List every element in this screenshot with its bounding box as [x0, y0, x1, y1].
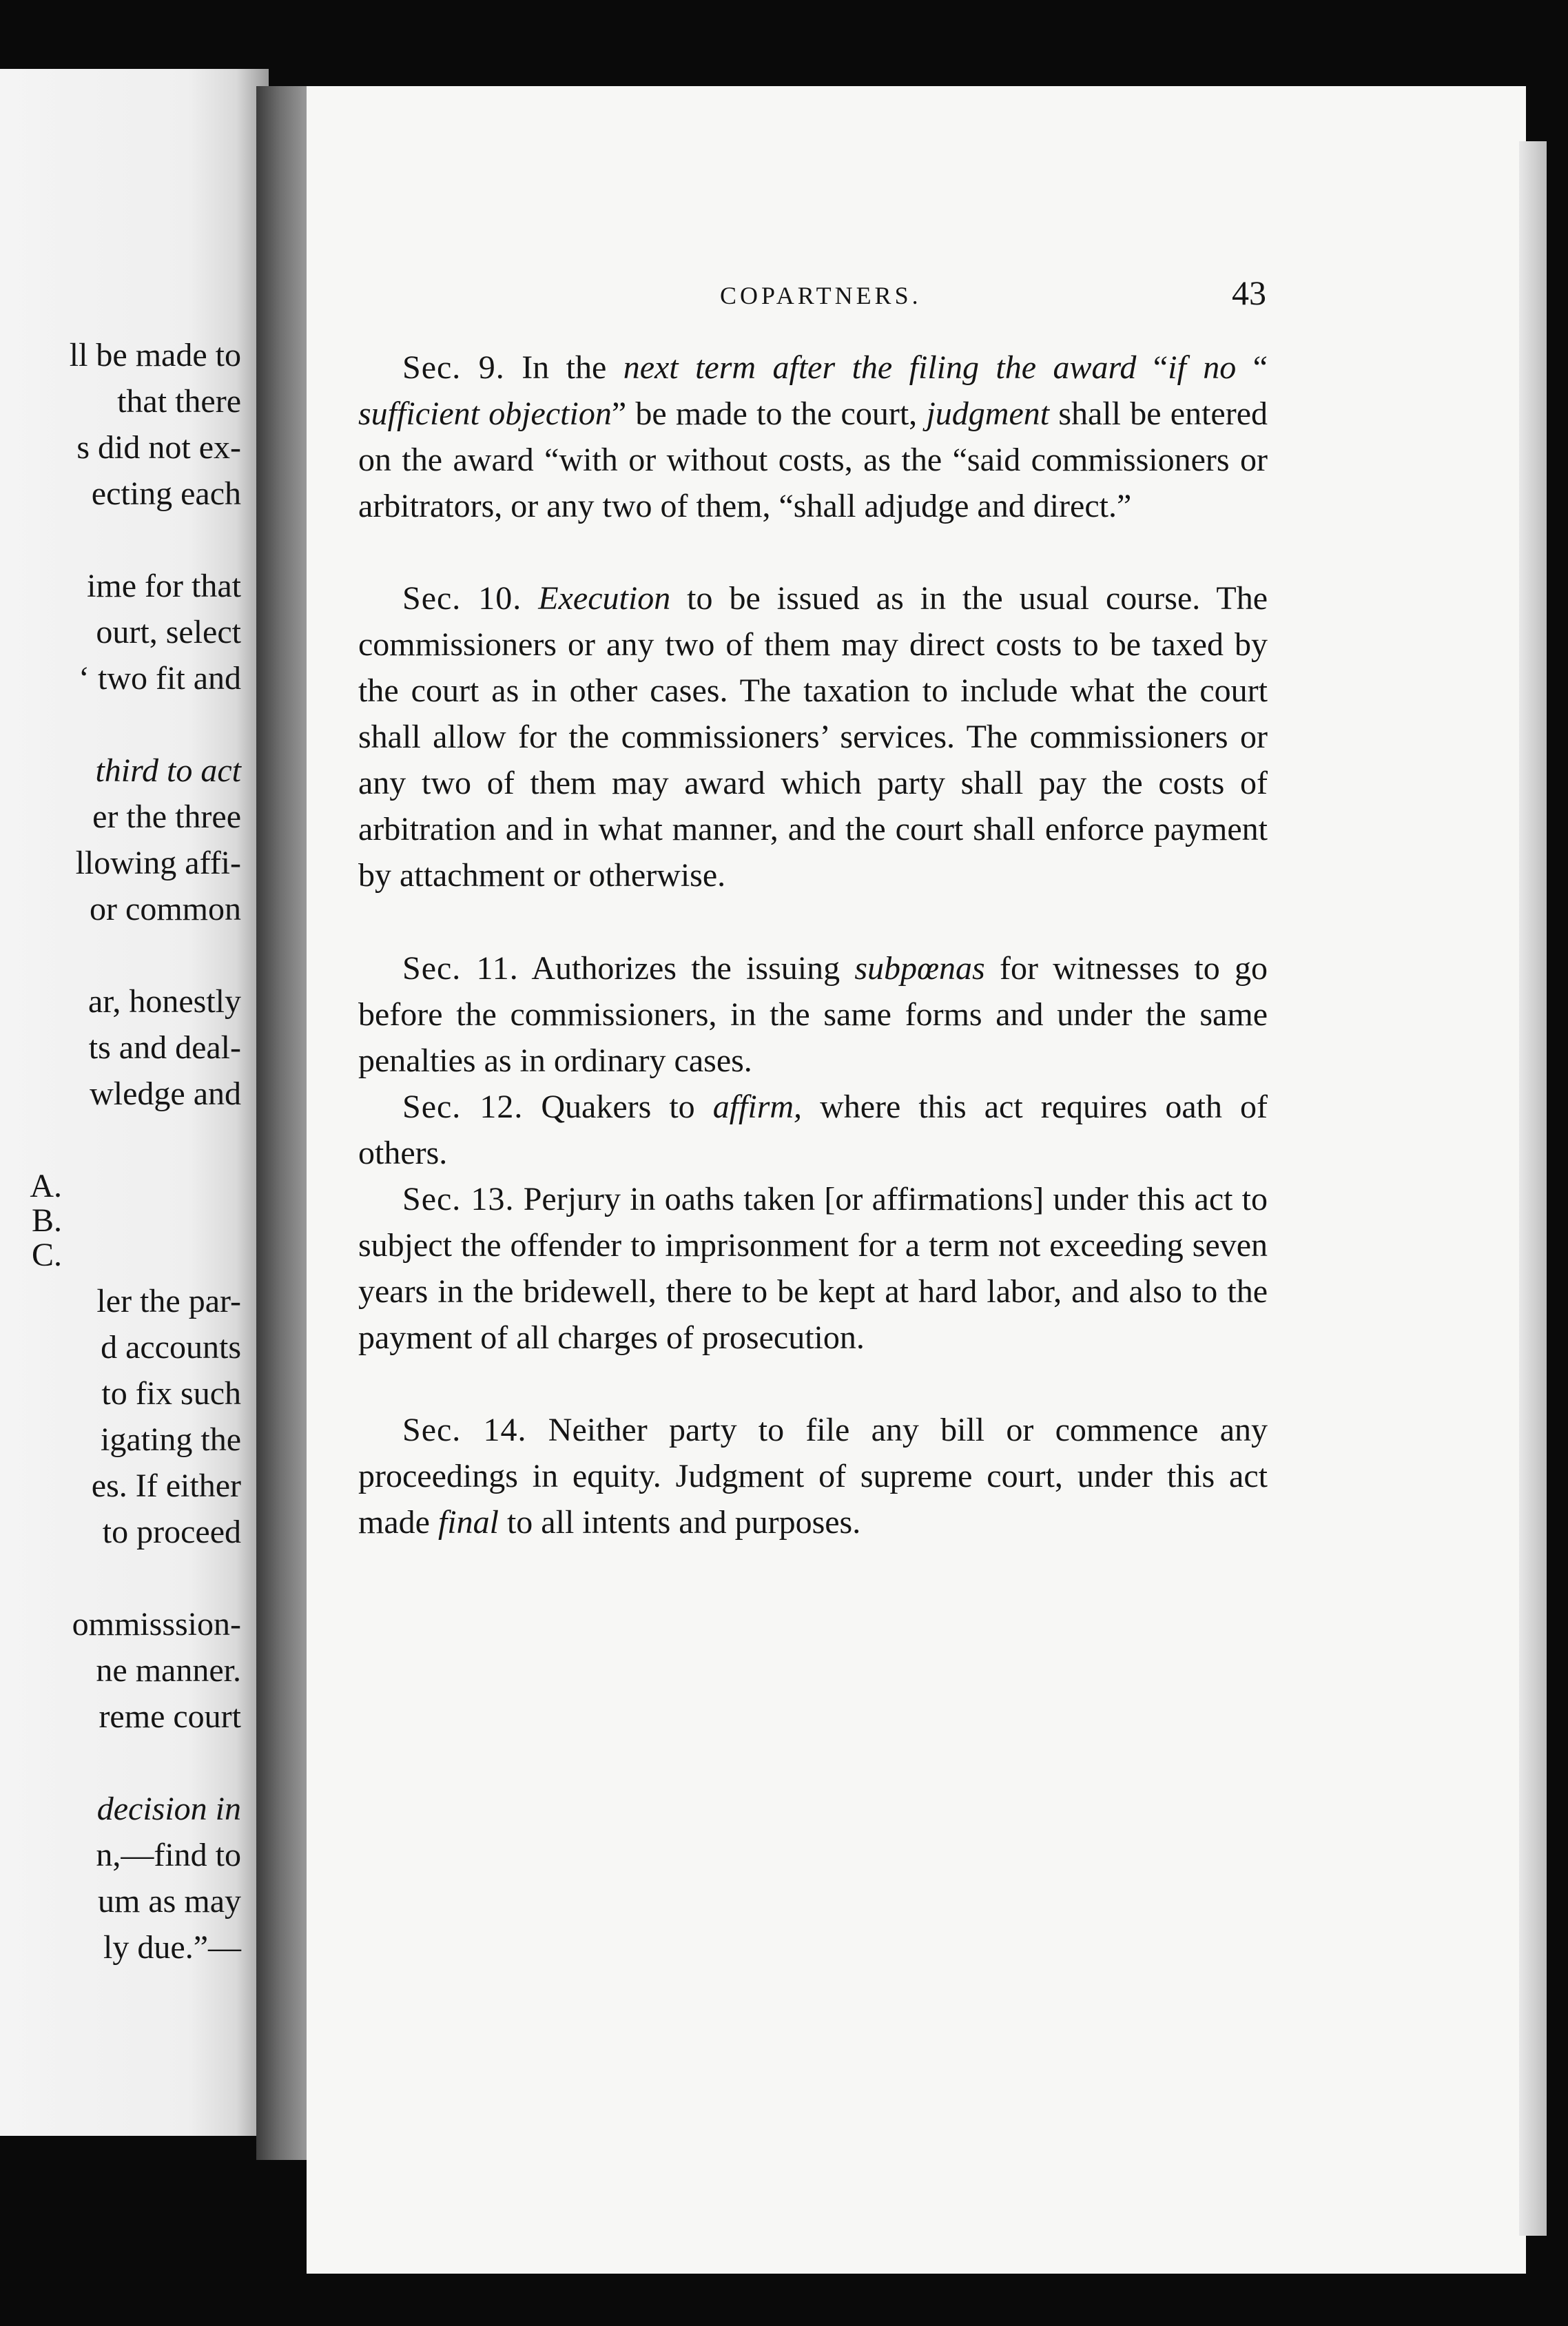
section-text: In the: [522, 349, 623, 386]
section-emphasis: next term after the filing the award: [623, 349, 1137, 386]
left-page-line: ne manner.: [96, 1652, 241, 1689]
left-page-line: d accounts: [101, 1329, 241, 1366]
section-label: Sec. 12.: [402, 1089, 524, 1125]
section-emphasis: final: [437, 1504, 499, 1541]
left-page-line: reme court: [99, 1698, 241, 1735]
section-text: where this act requires oath of others.: [358, 1089, 1268, 1171]
left-page-line: er the three: [92, 799, 241, 835]
left-page-line: um as may: [98, 1883, 241, 1920]
left-page-line: ommisssion-: [72, 1606, 241, 1643]
section-12: [358, 1084, 1268, 1176]
section-text: to all intents and purposes.: [498, 1504, 861, 1541]
section-label: Sec. 13.: [402, 1181, 515, 1217]
section-text: to be issued as in the usual course. The commissioners or any two of them may direct costs to be taxed by the court as in other cases. The taxation to include what the court shall allow for the commissioners’ services. The commissioners or any two of them may award which party shall pay the costs of arbitration and in what manner, and the court shall enforce payment by attachment or otherwise.: [358, 580, 1268, 894]
running-title: COPARTNERS.: [720, 282, 922, 309]
left-page-line: ly due.”—: [103, 1929, 241, 1966]
section-label: Sec. 9.: [402, 349, 505, 386]
section-label: Sec. 10.: [402, 580, 522, 617]
left-page-line: that there: [117, 383, 241, 420]
left-page-line: ‘ two fit and: [79, 660, 241, 697]
left-page-line: es. If either: [91, 1468, 241, 1504]
section-label: Sec. 14.: [402, 1412, 527, 1448]
section-emphasis: if no: [1168, 349, 1237, 386]
section-11: [358, 945, 1268, 1084]
section-label: Sec. 11.: [402, 950, 519, 987]
section-14: [358, 1407, 1268, 1545]
left-page-line: ourt, select: [96, 614, 241, 650]
page-number: 43: [1232, 274, 1266, 312]
section-text: ” be made to the court,: [611, 395, 927, 432]
left-facing-page: [0, 69, 269, 2136]
section-emphasis: subpœnas: [854, 950, 985, 987]
left-page-line: ll be made to: [69, 337, 241, 373]
section-text: shall be entered on the award “with or without costs, as the “said commissioners or arbitrators, or any two of them, “shall adjudge and direct.”: [358, 395, 1268, 524]
section-text: “: [1236, 349, 1268, 386]
section-9: [358, 344, 1268, 529]
left-page-line: A.: [30, 1168, 62, 1204]
section-emphasis: sufficient objection: [358, 395, 612, 432]
left-page-line: s did not ex-: [76, 429, 241, 466]
left-page-line: or common: [90, 891, 241, 927]
left-page-line: ler the par-: [96, 1283, 241, 1319]
book-gutter-shadow: [256, 86, 308, 2160]
left-page-line: ime for that: [87, 568, 241, 604]
left-page-line: ar, honestly: [87, 983, 241, 1020]
left-page-line: llowing affi-: [75, 845, 241, 881]
left-page-line: to proceed: [102, 1514, 241, 1550]
section-emphasis: Execution: [538, 580, 671, 617]
left-page-line: igating the: [101, 1421, 241, 1458]
left-page-line: to fix such: [101, 1375, 241, 1412]
left-page-line: B.: [31, 1202, 62, 1239]
left-page-line: ecting each: [91, 475, 241, 512]
section-text: for witnesses to go before the commissioners, in the same forms and under the same penalties as in ordinary cases.: [358, 950, 1268, 1079]
section-text: Neither party to file any bill or commence any proceedings in equity. Judgment of supreme court, under this act made: [358, 1412, 1268, 1541]
left-page-line: third to act: [95, 752, 241, 789]
section-emphasis: affirm,: [712, 1089, 803, 1125]
section-text: Perjury in oaths taken [or affirmations] under this act to subject the offender to imprisonment for a term not exceeding seven years in the bridewell, there to be kept at hard labor, and also to the payment of all charges of prosecution.: [358, 1181, 1268, 1356]
section-text: Quakers to: [541, 1089, 713, 1125]
left-page-line: C.: [31, 1237, 62, 1273]
section-text: “: [1136, 349, 1168, 386]
left-page-line: wledge and: [90, 1075, 241, 1112]
section-text: Authorizes the issuing: [531, 950, 855, 987]
left-page-line: n,—find to: [96, 1837, 241, 1873]
left-page-line: ts and deal-: [88, 1029, 241, 1066]
section-10: [358, 575, 1268, 898]
page-edge: [1519, 141, 1547, 2236]
left-page-line: decision in: [96, 1791, 241, 1827]
section-emphasis: judgment: [926, 395, 1050, 432]
section-13: [358, 1176, 1268, 1361]
